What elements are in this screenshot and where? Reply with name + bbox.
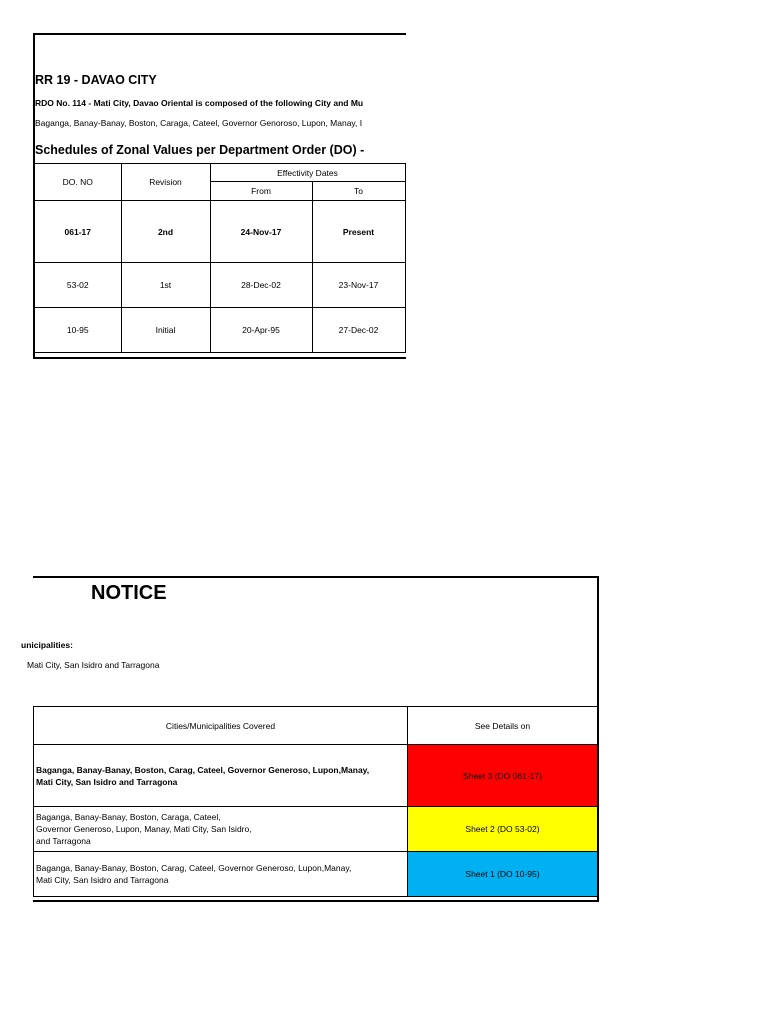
- cell-cities: [34, 745, 408, 807]
- header-from: From: [210, 182, 312, 201]
- region-title: RR 19 - DAVAO CITY: [35, 73, 157, 87]
- header-see-details: See Details on: [408, 707, 598, 745]
- rdo-label: RDO No. 114: [35, 98, 87, 108]
- table-row: [34, 807, 598, 852]
- table-row: [35, 308, 405, 353]
- table-row: [34, 852, 598, 897]
- cell-do-no: 10-95: [35, 308, 121, 353]
- notice-title: NOTICE: [91, 582, 167, 604]
- cell-revision: 1st: [121, 263, 210, 308]
- municipalities-line: Baganga, Banay-Banay, Boston, Caraga, Cateel, Governor Genoroso, Lupon, Manay, I: [35, 118, 363, 128]
- cell-cities: [34, 807, 408, 852]
- cell-from: 20-Apr-95: [210, 308, 312, 353]
- cities-line: Baganga, Banay-Banay, Boston, Carag, Cateel, Governor Generoso, Lupon,Manay,: [36, 764, 370, 775]
- cell-revision: Initial: [121, 308, 210, 353]
- sheet-panel-bottom: [21, 576, 599, 902]
- header-effectivity-dates: Effectivity Dates: [210, 164, 405, 182]
- cities-line: Mati City, San Isidro and Tarragona: [36, 776, 178, 787]
- cities-line: Mati City, San Isidro and Tarragona: [36, 875, 169, 885]
- schedule-title: Schedules of Zonal Values per Department Order (DO) -: [35, 143, 365, 157]
- cell-to: 23-Nov-17: [312, 263, 405, 308]
- header-revision: Revision: [121, 164, 210, 201]
- cell-to: Present: [312, 201, 405, 263]
- cities-line: and Tarragona: [36, 836, 91, 846]
- sheet-link-do-061-17[interactable]: Sheet 3 (DO 061-17): [408, 745, 598, 807]
- rdo-text: - Mati City, Davao Oriental is composed of the following City and Mu: [86, 98, 364, 108]
- cell-from: 24-Nov-17: [210, 201, 312, 263]
- coverage-table: [33, 706, 598, 897]
- header-cities-covered: Cities/Municipalities Covered: [34, 707, 408, 745]
- table-row: [35, 263, 405, 308]
- cell-revision: 2nd: [121, 201, 210, 263]
- cell-to: 27-Dec-02: [312, 308, 405, 353]
- department-order-table: [35, 163, 406, 353]
- sheet-panel-top: [33, 33, 406, 359]
- cities-line: Baganga, Banay-Banay, Boston, Carag, Cateel, Governor Generoso, Lupon,Manay,: [36, 863, 352, 873]
- municipalities-line: Mati City, San Isidro and Tarragona: [27, 660, 160, 670]
- cell-cities: [34, 852, 408, 897]
- rdo-description: [35, 98, 363, 108]
- cities-line: Governor Generoso, Lupon, Manay, Mati City, San Isidro,: [36, 824, 252, 834]
- table-row: [35, 201, 405, 263]
- cities-line: Baganga, Banay-Banay, Boston, Caraga, Cateel,: [36, 812, 221, 822]
- cell-do-no: 53-02: [35, 263, 121, 308]
- cell-from: 28-Dec-02: [210, 263, 312, 308]
- header-do-no: DO. NO: [35, 164, 121, 201]
- sheet-link-do-10-95[interactable]: Sheet 1 (DO 10-95): [408, 852, 598, 897]
- cell-do-no: 061-17: [35, 201, 121, 263]
- municipalities-heading: unicipalities:: [21, 640, 73, 650]
- header-to: To: [312, 182, 405, 201]
- sheet-link-do-53-02[interactable]: Sheet 2 (DO 53-02): [408, 807, 598, 852]
- table-row: [34, 745, 598, 807]
